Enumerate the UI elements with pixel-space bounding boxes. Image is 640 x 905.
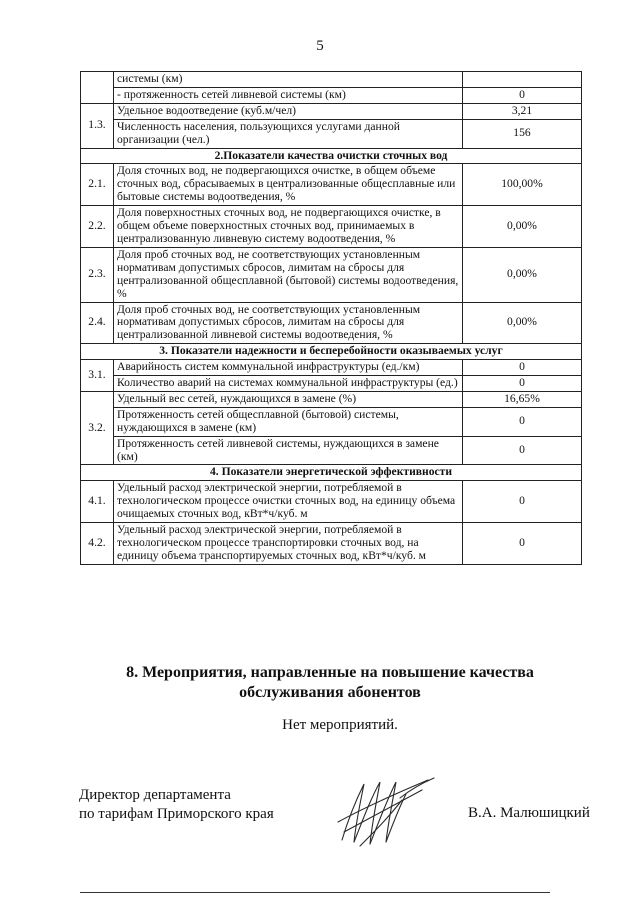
indicator-label: - протяженность сетей ливневой системы (км) (114, 87, 463, 103)
indicator-label: Протяженность сетей ливневой системы, нуждающихся в замене (км) (114, 436, 463, 465)
indicator-value: 100,00% (463, 164, 582, 206)
indicator-value (463, 72, 582, 88)
indicator-value: 0 (463, 523, 582, 565)
row-number: 4.2. (81, 523, 114, 565)
section-header: 3. Показатели надежности и бесперебойности оказываемых услуг (81, 344, 582, 360)
signer-title-line2: по тарифам Приморского края (79, 806, 274, 822)
signer-name: В.А. Малюшицкий (468, 805, 590, 821)
section-header: 4. Показатели энергетической эффективности (81, 465, 582, 481)
indicator-label: Доля проб сточных вод, не соответствующих установленным нормативам допустимых сбросов, лимитам на сбросы для централизованной общесплавной (бытовой) системы водоотведения, % (114, 247, 463, 302)
table-row (81, 523, 582, 565)
indicator-value: 0 (463, 87, 582, 103)
section-header: 2.Показатели качества очистки сточных вод (81, 148, 582, 164)
indicator-label: Удельное водоотведение (куб.м/чел) (114, 103, 463, 119)
indicator-value: 0 (463, 436, 582, 465)
row-number (81, 72, 114, 104)
indicator-label: Доля сточных вод, не подвергающихся очистке, в общем объеме сточных вод, сбрасываемых в централизованные общесплавные или бытовые системы водоотведения, % (114, 164, 463, 206)
section-8-heading-line2: обслуживания абонентов (239, 684, 421, 701)
table-row (81, 436, 582, 465)
table-row (81, 302, 582, 344)
section-8-heading-line1: 8. Мероприятия, направленные на повышение качества (126, 664, 534, 681)
indicator-label: Удельный расход электрической энергии, потребляемой в технологическом процессе очистки сточных вод, на единицу объема очищаемых сточных вод, кВт*ч/куб. м (114, 481, 463, 523)
indicators-table-body (81, 72, 582, 565)
indicator-label: Количество аварий на системах коммунальной инфраструктуры (ед.) (114, 376, 463, 392)
table-row (81, 87, 582, 103)
signer-title (79, 786, 274, 824)
indicator-value: 0 (463, 481, 582, 523)
indicator-label: системы (км) (114, 72, 463, 88)
indicator-value: 0,00% (463, 206, 582, 248)
handwritten-signature (330, 770, 440, 850)
indicator-label: Протяженность сетей общесплавной (бытовой) системы, нуждающихся в замене (км) (114, 407, 463, 436)
row-number: 3.1. (81, 360, 114, 392)
table-row (81, 119, 582, 148)
indicator-value: 0 (463, 376, 582, 392)
table-row (81, 206, 582, 248)
indicator-label: Численность населения, пользующихся услугами данной организации (чел.) (114, 119, 463, 148)
row-number: 2.2. (81, 206, 114, 248)
row-number: 2.4. (81, 302, 114, 344)
indicator-value: 156 (463, 119, 582, 148)
table-row (81, 481, 582, 523)
row-number: 3.2. (81, 391, 114, 465)
indicator-label: Удельный расход электрической энергии, потребляемой в технологическом процессе транспортировки сточных вод, на единицу объема транспортируемых сточных вод, кВт*ч/куб. м (114, 523, 463, 565)
table-row (81, 72, 582, 88)
table-row (81, 360, 582, 376)
indicator-value: 0 (463, 360, 582, 376)
table-section-row (81, 465, 582, 481)
indicator-label: Доля проб сточных вод, не соответствующих установленным нормативам допустимых сбросов, лимитам на сбросы для централизованной ливневой системы водоотведения, % (114, 302, 463, 344)
table-row (81, 376, 582, 392)
indicators-table (80, 71, 582, 565)
indicator-label: Аварийность систем коммунальной инфраструктуры (ед./км) (114, 360, 463, 376)
table-section-row (81, 344, 582, 360)
table-row (81, 164, 582, 206)
table-row (81, 407, 582, 436)
row-number: 2.1. (81, 164, 114, 206)
row-number: 1.3. (81, 103, 114, 148)
table-section-row (81, 148, 582, 164)
table-row (81, 103, 582, 119)
section-8-heading (100, 663, 560, 703)
section-8-body: Нет мероприятий. (282, 717, 398, 733)
indicator-label: Удельный вес сетей, нуждающихся в замене (%) (114, 391, 463, 407)
indicator-value: 3,21 (463, 103, 582, 119)
bottom-rule (80, 892, 550, 893)
row-number: 2.3. (81, 247, 114, 302)
page-number: 5 (316, 38, 324, 54)
table-row (81, 247, 582, 302)
row-number: 4.1. (81, 481, 114, 523)
indicator-value: 16,65% (463, 391, 582, 407)
indicator-value: 0,00% (463, 302, 582, 344)
indicator-value: 0 (463, 407, 582, 436)
signer-title-line1: Директор департамента (79, 787, 231, 803)
table-row (81, 391, 582, 407)
indicator-label: Доля поверхностных сточных вод, не подвергающихся очистке, в общем объеме поверхностных сточных вод, принимаемых в централизованную ливневую систему водоотведения, % (114, 206, 463, 248)
indicator-value: 0,00% (463, 247, 582, 302)
